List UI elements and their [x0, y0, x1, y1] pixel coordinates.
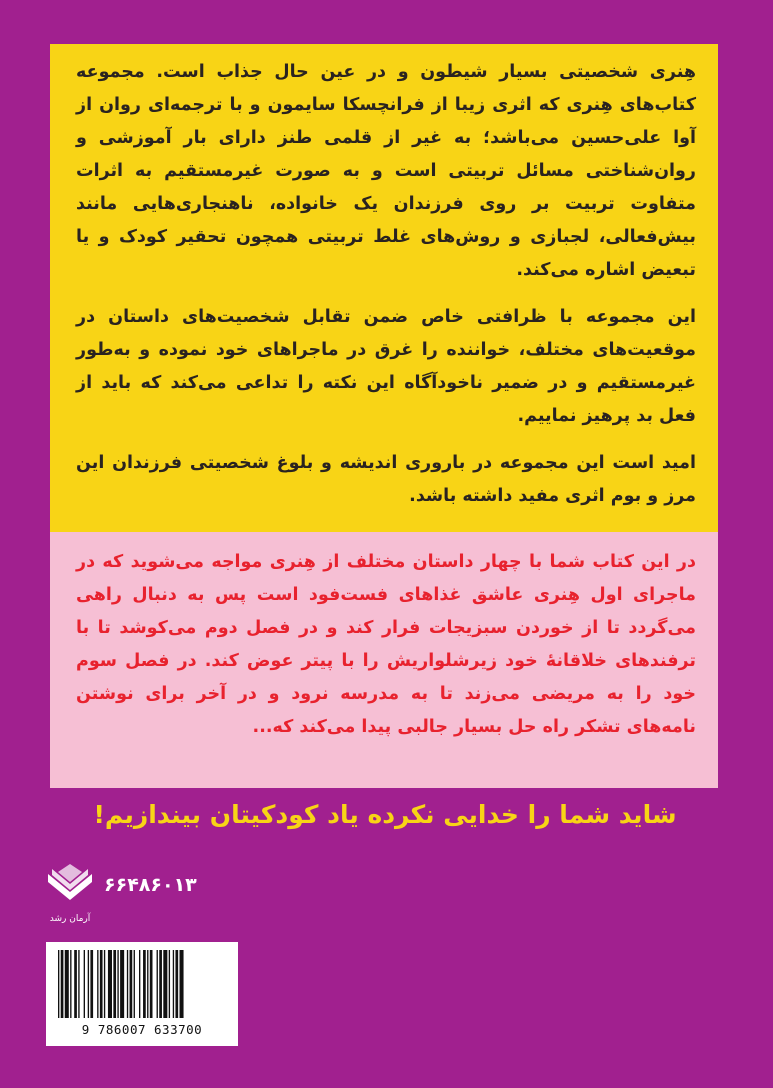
barcode-bars	[52, 948, 232, 1022]
barcode-bar	[139, 950, 140, 1018]
barcode-bar	[159, 950, 162, 1018]
synopsis-paragraph-3: امید است این مجموعه در باروری اندیشه و بلوغ شخصیتی فرزندان این مرز و بوم اثری مفید داشته باشد.	[76, 453, 696, 506]
synopsis-paragraph-1: هِنری شخصیتی بسیار شیطون و در عین حال جذاب است. مجموعه کتاب‌های هِنری که اثری زیبا از فرانچسکا سایمون و با ترجمه‌ای روان از آوا علی‌حسین می‌باشد؛ به غیر از قلمی طنز دارای بار آموزشی و روان‌شناختی مسائل تربیتی است و به صورت غیرمستقیم به اثرات متفاوت تربیت بر روی فرزندان یک خانواده، ناهنجاری‌هایی مانند بیش‌فعالی، لجبازی و روش‌های غلط تربیتی همچون تحقیر کودک و یا تبعیض اشاره می‌کند.	[76, 62, 696, 280]
tagline: شاید شما را خدایی نکرده یاد کودکیتان بیندازیم!	[93, 800, 677, 829]
barcode-bar	[143, 950, 146, 1018]
barcode-bar	[65, 950, 69, 1018]
barcode-bar	[104, 950, 105, 1018]
barcode-bar	[157, 950, 158, 1018]
barcode	[46, 942, 238, 1046]
barcode-bar	[88, 950, 89, 1018]
barcode-bar	[108, 950, 112, 1018]
barcode-bar	[169, 950, 170, 1018]
barcode-bar	[180, 950, 184, 1018]
summary-text: در این کتاب شما با چهار داستان مختلف از هِنری مواجه می‌شوید که در ماجرای اول هِنری عاشق غذاهای فست‌فود است پس به دنبال راهی می‌گردد تا از خوردن سبزیجات فرار کند و در فصل دوم می‌کوشد تا با ترفندهای خلاقانهٔ خود زیرشلواریش را با پیتر عوض کند. در فصل سوم خود را به مریضی می‌زند تا به مدرسه نرود و در آخر برای نوشتن نامه‌های تشکر راه حل بسیار جالبی پیدا می‌کند که...	[76, 552, 696, 737]
summary-panel	[50, 532, 718, 788]
barcode-bar	[175, 950, 178, 1018]
barcode-bar	[113, 950, 116, 1018]
barcode-bar	[84, 950, 85, 1018]
barcode-bar	[61, 950, 64, 1018]
barcode-bar	[173, 950, 174, 1018]
synopsis-panel	[50, 44, 718, 532]
barcode-bar	[150, 950, 153, 1018]
barcode-bar	[58, 950, 59, 1018]
barcode-digits: 9 786007 633700	[81, 1022, 203, 1037]
barcode-bar	[127, 950, 128, 1018]
barcode-bar	[97, 950, 98, 1018]
publisher-name: آرمان رشد	[49, 914, 91, 924]
publisher-phone: ۶۶۴۸۶۰۱۳	[104, 874, 197, 896]
barcode-bar	[100, 950, 103, 1018]
synopsis-paragraph-2: این مجموعه با ظرافتی خاص ضمن تقابل شخصیت‌های داستان در موقعیت‌های مختلف، خواننده را غرق در ماجراهای خود نموده و به‌طور غیرمستقیم و در ضمیر ناخودآگاه این نکته را تداعی می‌کند که باید از فعل بد پرهیز نماییم.	[76, 307, 696, 426]
barcode-bar	[78, 950, 79, 1018]
barcode-bar	[120, 950, 124, 1018]
barcode-bar	[147, 950, 148, 1018]
barcode-bar	[90, 950, 93, 1018]
barcode-bar	[130, 950, 133, 1018]
barcode-bar	[134, 950, 135, 1018]
barcode-bar	[163, 950, 167, 1018]
barcode-bar	[70, 950, 71, 1018]
barcode-bar	[117, 950, 118, 1018]
barcode-bar	[74, 950, 77, 1018]
